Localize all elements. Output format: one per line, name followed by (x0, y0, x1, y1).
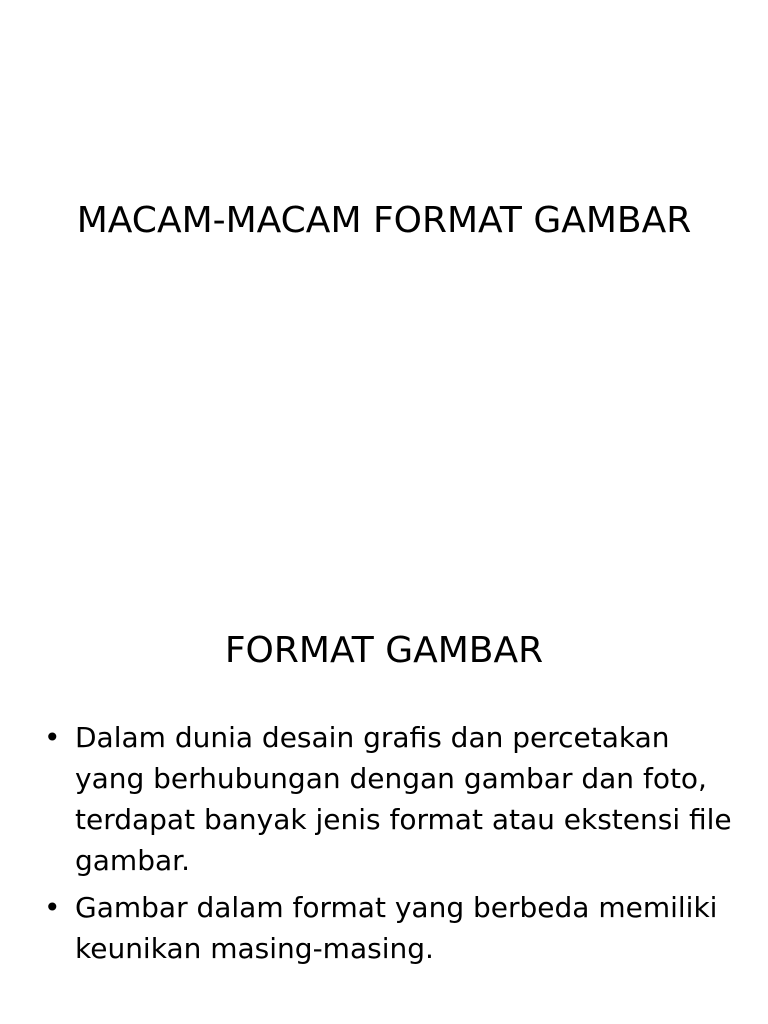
bullet-text: Dalam dunia desain grafis dan percetakan yang berhubungan dengan gambar dan foto, terdapat banyak jenis format atau ekstensi file gambar. (75, 721, 732, 877)
bullet-icon: • (44, 721, 61, 754)
slide-2-title: FORMAT GAMBAR (224, 630, 544, 671)
bullet-icon: • (44, 891, 61, 924)
bullet-item (44, 887, 734, 969)
bullet-item (44, 717, 734, 881)
slide-2 (0, 512, 768, 1024)
slide-1-title: MACAM-MACAM FORMAT GAMBAR (76, 200, 692, 241)
bullet-text: Gambar dalam format yang berbeda memiliki keunikan masing-masing. (75, 891, 718, 965)
bullet-list (44, 717, 734, 975)
